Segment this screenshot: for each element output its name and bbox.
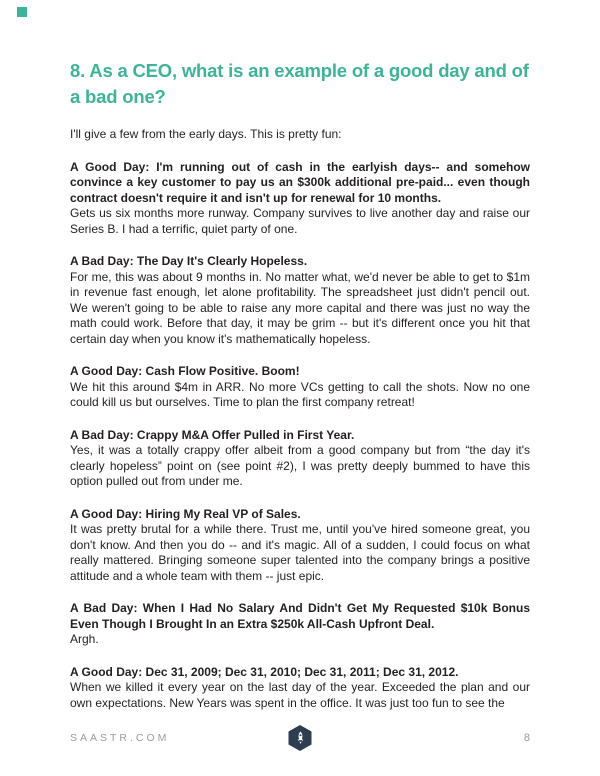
- section-body: We hit this around $4m in ARR. No more VCs getting to call the shots. Now no one could kill us but ourselves. Time to plan the first company retreat!: [70, 379, 530, 410]
- saastr-hexagon-logo: [289, 725, 312, 751]
- page-title: 8. As a CEO, what is an example of a good day and of a bad one?: [70, 60, 529, 107]
- page-number: 8: [523, 732, 530, 744]
- section-lead: A Bad Day: Crappy M&A Offer Pulled in First Year.: [70, 427, 355, 442]
- section-lead: A Good Day: I'm running out of cash in the earlyish days-- and somehow convince a key customer to pay us an $300k additional pre-paid... even though contract doesn't require it and isn't up for renewal for 10 months.: [70, 159, 530, 205]
- section-lead: A Good Day: Cash Flow Positive. Boom!: [70, 364, 300, 379]
- section-good-day-cash-flow: [70, 364, 530, 411]
- section-body: Argh.: [70, 632, 99, 647]
- section-lead: A Bad Day: When I Had No Salary And Didn't Get My Requested $10k Bonus Even Though I Brought In an Extra $250k All-Cash Upfront Deal.: [70, 601, 530, 631]
- page-footer: [70, 725, 530, 751]
- section-bad-day-hopeless: [70, 254, 530, 347]
- section-good-day-vp-sales: [70, 507, 530, 585]
- footer-site-label: SAASTR.COM: [70, 732, 170, 744]
- rocket-icon: [294, 731, 306, 745]
- section-lead: A Good Day: Hiring My Real VP of Sales.: [70, 506, 301, 521]
- section-body: Yes, it was a totally crappy offer albeit from a good company but from “the day it's clearly hopeless” point on (see point #2), I was pretty deeply bummed to have this option pulled out from under me.: [70, 443, 530, 489]
- section-good-day-dec-31: [70, 665, 530, 712]
- section-body: It was pretty brutal for a while there. Trust me, until you've hired someone great, you don't know. And then you do -- and it's magic. All of a sudden, I could focus on what really mattered. Bringing someone super talented into the company brings a positive attitude and a whole team with them -- just epic.: [70, 522, 530, 583]
- section-body: When we killed it every year on the last day of the year. Exceeded the plan and our own expectations. New Years was spent in the office. It was just too fun to see the: [70, 680, 530, 710]
- section-body: Gets us six months more runway. Company survives to live another day and raise our Series B. I had a terrific, quiet party of one.: [70, 206, 530, 236]
- section-body: For me, this was about 9 months in. No matter what, we'd never be able to get to $1m in revenue fast enough, let alone profitability. The spreadsheet just didn't pencil out. We weren't going to be able to raise any more capital and there was just no way the math could work. Before that day, it may be grim -- but it's different once you hit that certain day when you know it's mathematically hopeless.: [70, 269, 530, 346]
- section-bad-day-ma-offer: [70, 428, 530, 490]
- corner-accent-square: [17, 7, 27, 17]
- intro-paragraph: I'll give a few from the early days. This is pretty fun:: [70, 127, 342, 142]
- page-content: [70, 58, 530, 728]
- section-lead: A Good Day: Dec 31, 2009; Dec 31, 2010; Dec 31, 2011; Dec 31, 2012.: [70, 664, 459, 679]
- section-bad-day-no-salary: [70, 601, 530, 648]
- section-good-day-prepaid: [70, 160, 530, 238]
- section-lead: A Bad Day: The Day It's Clearly Hopeless.: [70, 254, 308, 269]
